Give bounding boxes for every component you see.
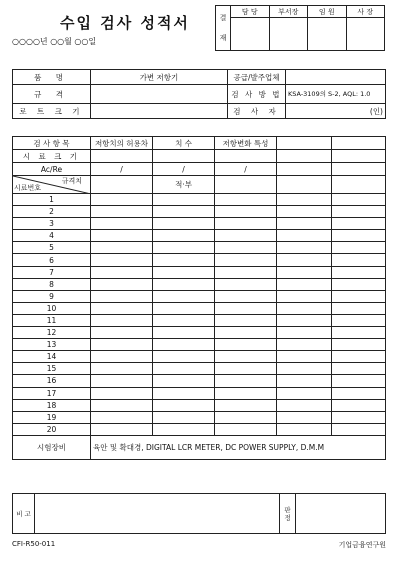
grid-cell[interactable] bbox=[277, 375, 332, 387]
grid-cell[interactable] bbox=[153, 314, 215, 326]
grid-head-label: 검 사 항 목 bbox=[13, 137, 91, 150]
grid-cell[interactable] bbox=[332, 302, 386, 314]
grid-cell[interactable] bbox=[215, 242, 277, 254]
organization-name: 기업금융연구원 bbox=[338, 541, 386, 549]
grid-cell[interactable] bbox=[332, 375, 386, 387]
form-code: CFI-R50-011 bbox=[12, 540, 56, 548]
sample-number: 6 bbox=[13, 254, 91, 266]
grid-cell[interactable] bbox=[215, 423, 277, 435]
table-row bbox=[13, 230, 386, 242]
approval-role: 사 장 bbox=[346, 6, 385, 18]
sample-number: 3 bbox=[13, 218, 91, 230]
table-row bbox=[13, 339, 386, 351]
sign-box[interactable] bbox=[269, 18, 308, 51]
grid-cell[interactable] bbox=[215, 194, 277, 206]
sample-number: 10 bbox=[13, 302, 91, 314]
table-row bbox=[13, 411, 386, 423]
grid-cell[interactable] bbox=[277, 387, 332, 399]
grid-cell[interactable] bbox=[332, 266, 386, 278]
grid-cell[interactable] bbox=[332, 399, 386, 411]
info-label: 검 사 자 bbox=[228, 104, 286, 119]
grid-cell[interactable] bbox=[153, 399, 215, 411]
sample-number: 16 bbox=[13, 375, 91, 387]
info-value[interactable] bbox=[91, 85, 228, 104]
date-line: ○○○○년 ○○월 ○○일 bbox=[12, 37, 97, 46]
grid-cell[interactable] bbox=[332, 278, 386, 290]
grid-cell[interactable] bbox=[153, 266, 215, 278]
grid-cell[interactable] bbox=[332, 327, 386, 339]
info-value[interactable] bbox=[91, 104, 228, 119]
info-label: 공급/발주업체 bbox=[228, 70, 286, 85]
grid-cell[interactable] bbox=[277, 302, 332, 314]
grid-cell[interactable] bbox=[215, 314, 277, 326]
sample-number: 8 bbox=[13, 278, 91, 290]
grid-cell[interactable] bbox=[277, 150, 332, 163]
grid-cell[interactable] bbox=[332, 206, 386, 218]
grid-cell[interactable] bbox=[153, 411, 215, 423]
sample-number: 11 bbox=[13, 314, 91, 326]
sample-number: 14 bbox=[13, 351, 91, 363]
grid-cell[interactable] bbox=[215, 150, 277, 163]
grid-cell[interactable] bbox=[215, 266, 277, 278]
grid-cell[interactable] bbox=[332, 411, 386, 423]
grid-cell[interactable] bbox=[153, 290, 215, 302]
approval-box bbox=[215, 5, 385, 51]
grid-cell[interactable] bbox=[153, 423, 215, 435]
grid-cell[interactable] bbox=[332, 194, 386, 206]
sample-number: 1 bbox=[13, 194, 91, 206]
approval-role: 임 원 bbox=[308, 6, 347, 18]
grid-cell[interactable] bbox=[277, 266, 332, 278]
table-row bbox=[13, 218, 386, 230]
approval-side-top: 결 bbox=[219, 14, 227, 22]
table-row bbox=[13, 375, 386, 387]
grid-cell[interactable] bbox=[215, 387, 277, 399]
grid-cell[interactable] bbox=[91, 242, 153, 254]
grid-cell[interactable] bbox=[153, 387, 215, 399]
table-row bbox=[13, 206, 386, 218]
table-row bbox=[13, 423, 386, 435]
grid-cell[interactable] bbox=[153, 230, 215, 242]
grid-cell[interactable] bbox=[277, 206, 332, 218]
grid-cell[interactable] bbox=[215, 290, 277, 302]
grid-cell[interactable] bbox=[332, 314, 386, 326]
equipment-label: 시험장비 bbox=[13, 435, 91, 459]
info-value[interactable]: 가변 저항기 bbox=[91, 70, 228, 85]
grid-cell[interactable] bbox=[153, 218, 215, 230]
grid-cell[interactable] bbox=[91, 254, 153, 266]
grid-cell[interactable] bbox=[215, 339, 277, 351]
spec-sample-diagonal-cell bbox=[13, 176, 91, 194]
acre-value[interactable] bbox=[332, 163, 386, 176]
grid-cell[interactable] bbox=[91, 278, 153, 290]
grid-column-header: 저항치의 허용차 bbox=[91, 137, 153, 150]
grid-cell[interactable] bbox=[215, 351, 277, 363]
document-title: 수입 검사 성적서 bbox=[60, 14, 190, 32]
info-label: 로 트 크 기 bbox=[13, 104, 91, 119]
remarks-table bbox=[12, 493, 386, 534]
spec-value[interactable] bbox=[277, 176, 332, 194]
grid-cell[interactable] bbox=[277, 411, 332, 423]
sample-number: 19 bbox=[13, 411, 91, 423]
grid-cell[interactable] bbox=[277, 194, 332, 206]
info-label: 규 격 bbox=[13, 85, 91, 104]
table-row bbox=[13, 242, 386, 254]
sample-number: 4 bbox=[13, 230, 91, 242]
spec-value[interactable] bbox=[332, 176, 386, 194]
grid-cell[interactable] bbox=[332, 351, 386, 363]
grid-cell[interactable] bbox=[277, 314, 332, 326]
info-label: 품 명 bbox=[13, 70, 91, 85]
grid-column-header: 저항변화 특성 bbox=[215, 137, 277, 150]
grid-cell[interactable] bbox=[277, 423, 332, 435]
table-row bbox=[13, 363, 386, 375]
grid-cell[interactable] bbox=[215, 230, 277, 242]
grid-cell[interactable] bbox=[277, 230, 332, 242]
sign-box[interactable] bbox=[308, 18, 347, 51]
grid-cell[interactable] bbox=[91, 411, 153, 423]
grid-cell[interactable] bbox=[153, 302, 215, 314]
diag-top-label: 규격치 bbox=[61, 177, 82, 185]
info-table bbox=[12, 69, 386, 119]
grid-cell[interactable] bbox=[91, 314, 153, 326]
grid-cell[interactable] bbox=[153, 206, 215, 218]
info-value[interactable]: KSA-3109의 S-2, AQL: 1.0 bbox=[286, 85, 386, 104]
grid-cell[interactable] bbox=[91, 302, 153, 314]
sample-number: 9 bbox=[13, 290, 91, 302]
grid-cell[interactable] bbox=[215, 399, 277, 411]
sign-box[interactable] bbox=[346, 18, 385, 51]
grid-cell[interactable] bbox=[91, 218, 153, 230]
grid-column-header bbox=[277, 137, 332, 150]
acre-value[interactable]: / bbox=[91, 163, 153, 176]
grid-cell[interactable] bbox=[215, 327, 277, 339]
grid-cell[interactable] bbox=[91, 290, 153, 302]
grid-cell[interactable] bbox=[277, 218, 332, 230]
grid-cell[interactable] bbox=[153, 375, 215, 387]
grid-cell[interactable] bbox=[277, 242, 332, 254]
grid-cell[interactable] bbox=[332, 254, 386, 266]
grid-cell[interactable] bbox=[215, 302, 277, 314]
grid-cell[interactable] bbox=[153, 150, 215, 163]
table-row bbox=[13, 314, 386, 326]
grid-cell[interactable] bbox=[91, 351, 153, 363]
table-row bbox=[13, 266, 386, 278]
info-label: 검 사 방 법 bbox=[228, 85, 286, 104]
grid-cell[interactable] bbox=[215, 254, 277, 266]
spec-value[interactable]: 적·부 bbox=[153, 176, 215, 194]
grid-cell[interactable] bbox=[91, 399, 153, 411]
inspection-grid bbox=[12, 136, 386, 460]
sample-number: 13 bbox=[13, 339, 91, 351]
grid-cell[interactable] bbox=[277, 327, 332, 339]
grid-cell[interactable] bbox=[91, 339, 153, 351]
sample-number: 17 bbox=[13, 387, 91, 399]
spec-value[interactable] bbox=[215, 176, 277, 194]
grid-cell[interactable] bbox=[277, 278, 332, 290]
judge-label: 판 정 bbox=[280, 494, 296, 534]
table-row bbox=[13, 254, 386, 266]
grid-cell[interactable] bbox=[153, 339, 215, 351]
acre-value[interactable] bbox=[277, 163, 332, 176]
approval-side-label bbox=[216, 6, 231, 51]
sample-number: 18 bbox=[13, 399, 91, 411]
table-row bbox=[13, 302, 386, 314]
table-row bbox=[13, 290, 386, 302]
grid-cell[interactable] bbox=[91, 266, 153, 278]
judge-field[interactable] bbox=[296, 494, 386, 534]
sample-number: 7 bbox=[13, 266, 91, 278]
grid-cell[interactable] bbox=[277, 254, 332, 266]
equipment-value[interactable]: 육안 및 확대경, DIGITAL LCR METER, DC POWER SUPPLY, D.M.M bbox=[91, 435, 386, 459]
grid-cell[interactable] bbox=[153, 351, 215, 363]
grid-cell[interactable] bbox=[91, 423, 153, 435]
remarks-label: 비 고 bbox=[13, 494, 35, 534]
grid-cell[interactable] bbox=[215, 206, 277, 218]
approval-role: 부서장 bbox=[269, 6, 308, 18]
grid-cell[interactable] bbox=[332, 363, 386, 375]
approval-side-bottom: 재 bbox=[219, 34, 227, 42]
table-row bbox=[13, 327, 386, 339]
grid-cell[interactable] bbox=[91, 230, 153, 242]
grid-cell[interactable] bbox=[91, 150, 153, 163]
grid-cell[interactable] bbox=[277, 290, 332, 302]
grid-cell[interactable] bbox=[277, 399, 332, 411]
sample-number: 20 bbox=[13, 423, 91, 435]
grid-cell[interactable] bbox=[332, 290, 386, 302]
grid-cell[interactable] bbox=[153, 194, 215, 206]
grid-cell[interactable] bbox=[91, 363, 153, 375]
sample-number: 5 bbox=[13, 242, 91, 254]
grid-cell[interactable] bbox=[91, 327, 153, 339]
table-row bbox=[13, 399, 386, 411]
grid-cell[interactable] bbox=[277, 339, 332, 351]
info-value[interactable] bbox=[286, 70, 386, 85]
grid-cell[interactable] bbox=[153, 278, 215, 290]
grid-cell[interactable] bbox=[153, 254, 215, 266]
grid-cell[interactable] bbox=[153, 363, 215, 375]
grid-cell[interactable] bbox=[277, 351, 332, 363]
grid-cell[interactable] bbox=[215, 375, 277, 387]
grid-cell[interactable] bbox=[91, 206, 153, 218]
table-row bbox=[13, 351, 386, 363]
sample-size-label: 시 료 크 기 bbox=[13, 150, 91, 163]
acre-label: Ac/Re bbox=[13, 163, 91, 176]
grid-cell[interactable] bbox=[332, 218, 386, 230]
grid-cell[interactable] bbox=[215, 278, 277, 290]
grid-cell[interactable] bbox=[91, 375, 153, 387]
sample-number: 2 bbox=[13, 206, 91, 218]
diag-bottom-label: 시료번호 bbox=[14, 184, 42, 192]
table-row bbox=[13, 194, 386, 206]
sign-box[interactable] bbox=[231, 18, 270, 51]
acre-value[interactable]: / bbox=[153, 163, 215, 176]
grid-cell[interactable] bbox=[332, 339, 386, 351]
grid-column-header: 치 수 bbox=[153, 137, 215, 150]
grid-cell[interactable] bbox=[215, 363, 277, 375]
grid-cell[interactable] bbox=[332, 230, 386, 242]
grid-cell[interactable] bbox=[153, 242, 215, 254]
grid-cell[interactable] bbox=[153, 327, 215, 339]
grid-cell[interactable] bbox=[332, 423, 386, 435]
grid-cell[interactable] bbox=[277, 363, 332, 375]
grid-cell[interactable] bbox=[91, 387, 153, 399]
info-value[interactable]: (인) bbox=[286, 104, 386, 119]
grid-column-header bbox=[332, 137, 386, 150]
table-row bbox=[13, 278, 386, 290]
sample-number: 15 bbox=[13, 363, 91, 375]
grid-cell[interactable] bbox=[332, 150, 386, 163]
grid-cell[interactable] bbox=[215, 218, 277, 230]
table-row bbox=[13, 387, 386, 399]
sample-number: 12 bbox=[13, 327, 91, 339]
remarks-field[interactable] bbox=[35, 494, 280, 534]
approval-role: 담 당 bbox=[231, 6, 270, 18]
grid-cell[interactable] bbox=[332, 387, 386, 399]
grid-cell[interactable] bbox=[215, 411, 277, 423]
spec-value[interactable] bbox=[91, 176, 153, 194]
grid-cell[interactable] bbox=[91, 194, 153, 206]
grid-cell[interactable] bbox=[332, 242, 386, 254]
acre-value[interactable]: / bbox=[215, 163, 277, 176]
